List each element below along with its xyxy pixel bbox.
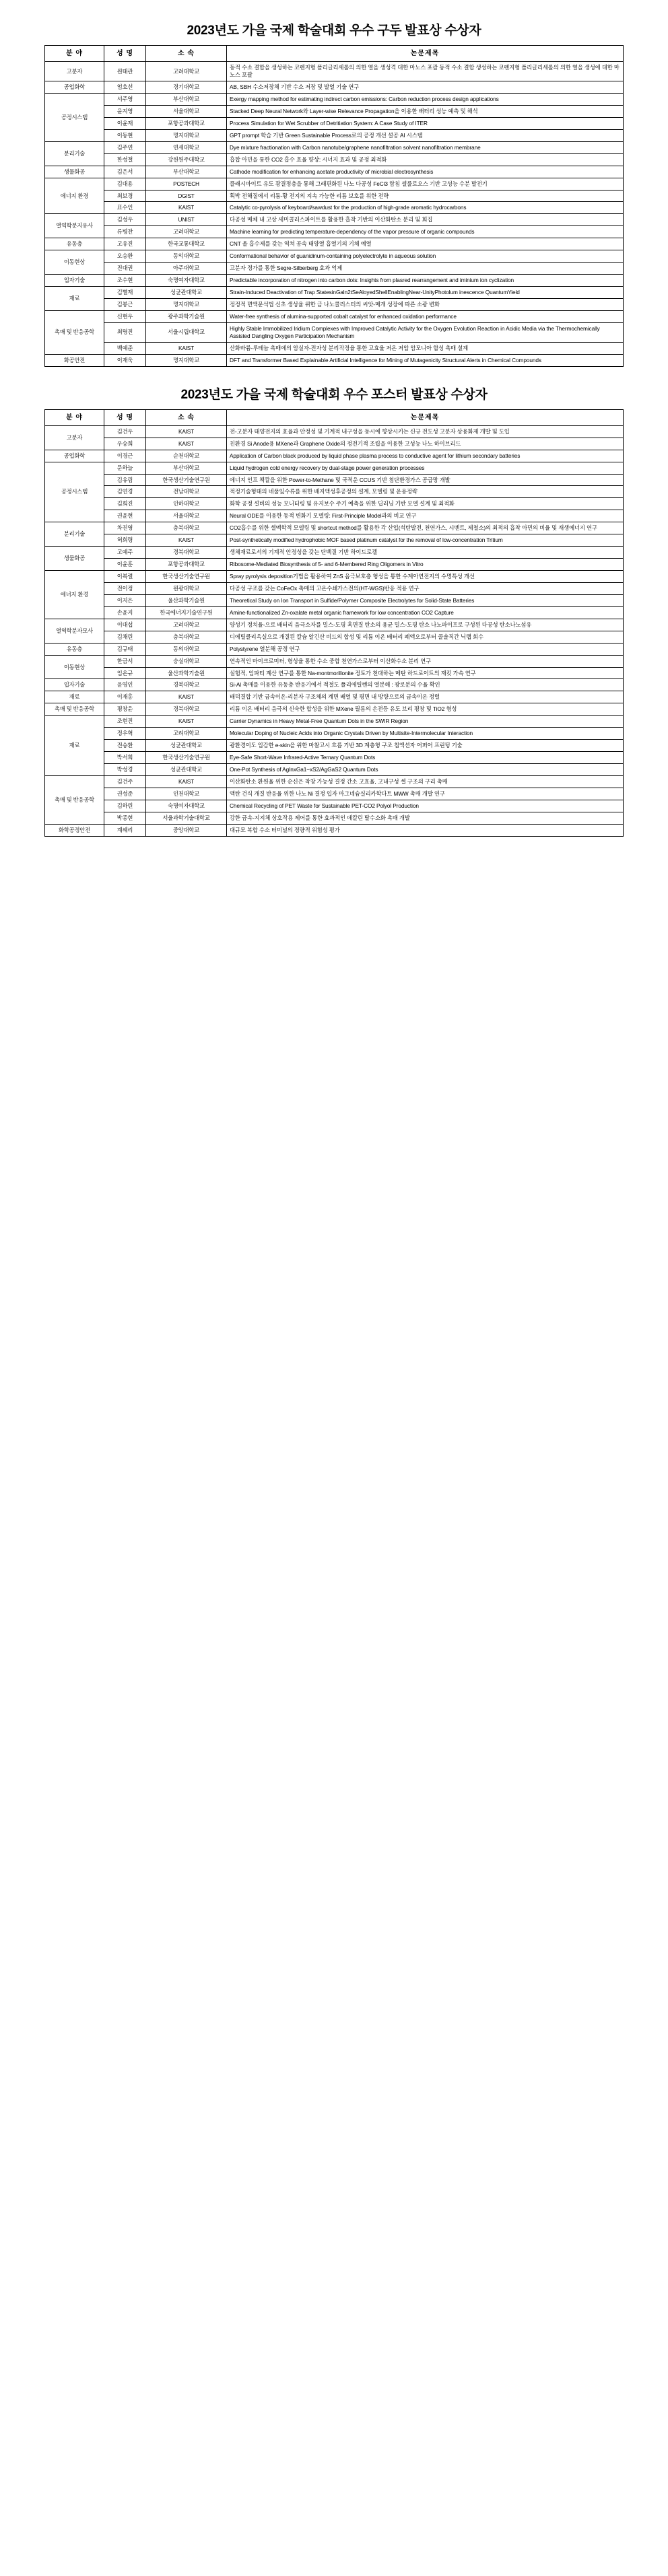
cell-affiliation: 명지대학교 — [146, 298, 227, 310]
cell-field: 유동층 — [45, 238, 104, 250]
cell-paper-title: 동적 수소 결합을 생성하는 코펜지형 폴리글리세롤의 의한 열을 생성격 대한 마노스 포괄 동적 수소 결합 생성하는 코펜지형 폴리글리세롤의 의한 열을 생성에 대한 마노스 포괄 — [227, 62, 624, 81]
cell-paper-title: Theoretical Study on Ion Transport in Sulfide/Polymer Composite Electrolytes for Solid-State Batteries — [227, 594, 624, 606]
cell-name: 이재욱 — [104, 354, 146, 366]
table-row — [45, 298, 624, 310]
section-title-oral: 2023년도 가을 국제 학술대회 우수 구두 발표상 수상자 — [187, 24, 481, 38]
cell-paper-title: 화학 공정 설비의 성능 모니터링 및 유지보수 주기 예측을 위한 딥러닝 기반 모델 설계 및 최적화 — [227, 498, 624, 510]
table-row — [45, 740, 624, 752]
cell-paper-title: Process Simulation for Wet Scrubber of Detritiation System: A Case Study of ITER — [227, 117, 624, 129]
table-row — [45, 105, 624, 117]
table-row — [45, 800, 624, 812]
cell-paper-title: Water-free synthesis of alumina-supported cobalt catalyst for enhanced oxidation performance — [227, 310, 624, 322]
cell-paper-title: 정정적 면액문석법 신초 생성율 위한 금 나노콜러스터의 씨앗-매개 성장에 따른 소광 변화 — [227, 298, 624, 310]
cell-name: 김하린 — [104, 800, 146, 812]
cell-name: 이지은 — [104, 594, 146, 606]
table-row — [45, 752, 624, 764]
table-row — [45, 559, 624, 571]
cell-field: 열역학분자모사 — [45, 619, 104, 643]
table-row — [45, 679, 624, 691]
cell-name: 김건주 — [104, 775, 146, 788]
cell-name: 신현우 — [104, 310, 146, 322]
table-row — [45, 190, 624, 202]
cell-paper-title: 다공성 구조를 갖는 CoFeOx 촉매의 고온수쇄가스전의(HT-WGS)반응 적용 연구 — [227, 582, 624, 594]
cell-affiliation: KAIST — [146, 425, 227, 438]
cell-paper-title: 배덕결합 기반 금속이온-리분자 구조체의 계면 배열 및 평면 내 방향으로의 금속이온 정렬 — [227, 691, 624, 703]
cell-affiliation: 고려대학교 — [146, 226, 227, 238]
cell-field: 공정시스템 — [45, 94, 104, 142]
cell-paper-title: Highly Stable Immobilized Iridium Complexes with Improved Catalytic Activity for the Oxygen Evolution Reaction in Acidic Media via the Thermochemically Assisted Dangling Oxygen Participation Mechanism — [227, 322, 624, 342]
cell-paper-title: Strain-Induced Deactivation of Trap StatesinGaln2tSeAloyedShellEnablingNear-UnityPhotolum inescence QuantumYield — [227, 287, 624, 299]
table-row — [45, 342, 624, 354]
section-title-poster: 2023년도 가을 국제 학술대회 우수 포스터 발표상 수상자 — [180, 387, 488, 402]
cell-name: 백예준 — [104, 342, 146, 354]
table-row — [45, 594, 624, 606]
table-row — [45, 643, 624, 655]
cell-affiliation: 경기대학교 — [146, 81, 227, 94]
cell-field: 이동현상 — [45, 655, 104, 679]
cell-paper-title: 획박 전해질에서 리튬-황 전지의 지속 가능한 리튬 보호를 위한 전략 — [227, 190, 624, 202]
cell-paper-title: 친환경 Si Anode용 MXene과 Graphene Oxide의 정전기적 조립을 이용한 고성능 나노 하이브리드 — [227, 438, 624, 450]
table-row — [45, 202, 624, 214]
table-row — [45, 226, 624, 238]
cell-paper-title: Stacked Deep Neural Network와 Layer-wise Relevance Propagation을 이용한 배터리 성능 예측 및 해석 — [227, 105, 624, 117]
cell-name: 원태관 — [104, 62, 146, 81]
table-row — [45, 129, 624, 141]
table-row — [45, 322, 624, 342]
table-header-row — [45, 46, 624, 62]
cell-paper-title: 에너지 인프 책깔을 위한 Power-to-Methane 및 국적운 CCUS 기반 첨단환경가스 공급망 개발 — [227, 474, 624, 486]
cell-paper-title: Exergy mapping method for estimating indirect carbon emissions: Carbon reduction process design applications — [227, 94, 624, 106]
column-header-paper-title: 논문제목 — [227, 46, 624, 62]
column-header-field: 분 야 — [45, 46, 104, 62]
table-row — [45, 263, 624, 275]
cell-name: 이윤재 — [104, 117, 146, 129]
table-row — [45, 62, 624, 81]
cell-name: 윤영인 — [104, 679, 146, 691]
cell-paper-title: 광환경이도 입감한 e-skin을 위한 마찰고시 흐름 기반 3D 계층형 구조 칩액션자 어퍼어 프린팅 기술 — [227, 740, 624, 752]
table-row — [45, 716, 624, 728]
cell-paper-title: Dye mixture fractionation with Carbon nanotube/graphene nanofiltration solvent nanofiltration membrane — [227, 141, 624, 153]
cell-name: 고예주 — [104, 547, 146, 559]
cell-affiliation: UNIST — [146, 214, 227, 226]
cell-name: 표수인 — [104, 202, 146, 214]
table-row — [45, 510, 624, 522]
cell-name: 윤지영 — [104, 105, 146, 117]
cell-name: 이윤훈 — [104, 559, 146, 571]
cell-name: 최명진 — [104, 322, 146, 342]
table-row — [45, 462, 624, 474]
cell-paper-title: 고분자 정가를 통한 Segre-Silberberg 효과 억제 — [227, 263, 624, 275]
cell-field: 화공안전 — [45, 354, 104, 366]
cell-field: 공업화학 — [45, 81, 104, 94]
cell-name: 조수현 — [104, 275, 146, 287]
cell-paper-title: 액탄 건식 개질 반응율 위한 나노 Ni 결정 입자 마그네슘실리카학다트 MWW 촉매 개발 연구 — [227, 788, 624, 800]
cell-name: 김유림 — [104, 474, 146, 486]
cell-name: 김별재 — [104, 287, 146, 299]
cell-affiliation: 전남대학교 — [146, 486, 227, 498]
cell-field: 이동현상 — [45, 250, 104, 275]
table-row — [45, 534, 624, 547]
cell-affiliation: 충북대학교 — [146, 522, 227, 534]
cell-affiliation: 아주대학교 — [146, 263, 227, 275]
cell-name: 권윤현 — [104, 510, 146, 522]
cell-name: 한성철 — [104, 153, 146, 166]
cell-affiliation: 포항공과대학교 — [146, 117, 227, 129]
cell-affiliation: 인천대학교 — [146, 788, 227, 800]
table-row — [45, 691, 624, 703]
table-row — [45, 619, 624, 631]
cell-affiliation: 한국생산기술연구원 — [146, 571, 227, 583]
cell-name: 오승환 — [104, 250, 146, 263]
cell-field: 공정시스템 — [45, 462, 104, 522]
cell-paper-title: 실험적, 임파티 계산 연구를 통한 Na-montmorillonite 정토가 천대하는 메탄 하드로이트의 재킷 가속 연구 — [227, 667, 624, 679]
table-row — [45, 81, 624, 94]
cell-affiliation: 울산과학기술원 — [146, 594, 227, 606]
cell-field: 에너지 환경 — [45, 571, 104, 619]
cell-paper-title: 산화바륨-루테늄 촉매에의 암실자-전자성 분리작정율 통한 고효율 저온 저압 암모니아 합성 촉매 설계 — [227, 342, 624, 354]
table-row — [45, 166, 624, 178]
cell-field: 고분자 — [45, 62, 104, 81]
table-row — [45, 275, 624, 287]
cell-affiliation: 성균관대학교 — [146, 764, 227, 776]
table-row — [45, 522, 624, 534]
cell-paper-title: Cathode modification for enhancing acetate productivity of microbial electrosynthesis — [227, 166, 624, 178]
cell-name: 계혜리 — [104, 824, 146, 836]
cell-paper-title: Si-Al 촉매를 이용한 유동층 반응기에서 적절도 폴리에틸렌의 열분해 : 광로분의 수율 확인 — [227, 679, 624, 691]
cell-paper-title: 생체재료로서의 기계적 안정성을 갖는 단백질 기반 하이드로겔 — [227, 547, 624, 559]
cell-field: 촉매 및 반응공학 — [45, 703, 104, 716]
cell-field: 분리기술 — [45, 522, 104, 547]
cell-affiliation: KAIST — [146, 342, 227, 354]
cell-paper-title: 연속적인 마이크로미터, 형성율 통한 수소 중합 천연가스로부터 이산화수소 분리 연구 — [227, 655, 624, 667]
cell-name: 평창윤 — [104, 703, 146, 716]
cell-paper-title: Machine learning for predicting temperature-dependency of the vapor pressure of organic compounds — [227, 226, 624, 238]
cell-name: 김연경 — [104, 486, 146, 498]
cell-name: 임온규 — [104, 667, 146, 679]
cell-name: 손윤지 — [104, 606, 146, 619]
cell-affiliation: 인하대학교 — [146, 498, 227, 510]
cell-paper-title: Ribosome-Mediated Biosynthesis of 5- and 6-Membered Ring Oligomers in Vitro — [227, 559, 624, 571]
cell-affiliation: KAIST — [146, 691, 227, 703]
table-row — [45, 775, 624, 788]
table-row — [45, 94, 624, 106]
table-row — [45, 582, 624, 594]
cell-affiliation: 서울과학기술대학교 — [146, 812, 227, 824]
cell-name: 한금서 — [104, 655, 146, 667]
cell-paper-title: 플래시마이트 유도 광결정층을 통해 그래핀화된 나노 다공성 FeCl3 함침 셀룰로오스 기반 고성능 수분 발전기 — [227, 178, 624, 190]
column-header-field: 분 야 — [45, 409, 104, 425]
cell-affiliation: 한국생산기술연구원 — [146, 474, 227, 486]
cell-field: 재료 — [45, 691, 104, 703]
cell-paper-title: CNT 올 흡수제를 갖는 역쳐 공속 태양열 흡열기의 기체 예열 — [227, 238, 624, 250]
cell-affiliation: 중앙대학교 — [146, 824, 227, 836]
cell-name: 진대권 — [104, 263, 146, 275]
table-row — [45, 250, 624, 263]
cell-paper-title: 대규모 복합 수소 터미널의 정량적 위험성 평가 — [227, 824, 624, 836]
cell-field: 입자기술 — [45, 275, 104, 287]
table-row — [45, 655, 624, 667]
cell-affiliation: 성균관대학교 — [146, 287, 227, 299]
cell-name: 박서희 — [104, 752, 146, 764]
table-row — [45, 153, 624, 166]
cell-field: 열역학분지유사 — [45, 214, 104, 238]
table-row — [45, 728, 624, 740]
cell-paper-title: AB, SBH 수소저장체 기반 수소 저장 및 발열 기술 연구 — [227, 81, 624, 94]
cell-name: 정우혁 — [104, 728, 146, 740]
cell-name: 김건우 — [104, 425, 146, 438]
cell-name: 권성준 — [104, 788, 146, 800]
cell-paper-title: 양성기 정치율-으로 배터리 음극소자를 밀스-도핑 혹면질 탄소의 용균 밀스-도핑 탄소 나노파이프로 구성된 다공성 탄소나노섬유 — [227, 619, 624, 631]
cell-field: 촉매 및 반응공학 — [45, 775, 104, 824]
cell-affiliation: 한국교통대학교 — [146, 238, 227, 250]
cell-name: 김봉근 — [104, 298, 146, 310]
table-row — [45, 214, 624, 226]
cell-field: 촉매 및 반응공학 — [45, 310, 104, 354]
cell-affiliation: 경북대학교 — [146, 547, 227, 559]
cell-paper-title: 디에틸클리옥실으로 개질된 칼슘 알긴산 비드의 합성 및 리튬 이온 배터리 폐액오로부터 콜솔직간 닉랩 회수 — [227, 631, 624, 643]
cell-field: 분리기술 — [45, 141, 104, 166]
column-header-affiliation: 소 속 — [146, 46, 227, 62]
cell-paper-title: Conformational behavior of guanidinum-containing polyelectrolyte in aqueous solution — [227, 250, 624, 263]
cell-affiliation: 숙명여자대학교 — [146, 275, 227, 287]
cell-affiliation: 포항공과대학교 — [146, 559, 227, 571]
cell-paper-title: Predictable incorporation of nitrogen into carbon dots: Insights from plasred rearrangement and iminium ion cyclization — [227, 275, 624, 287]
award-table-poster — [44, 409, 624, 837]
cell-paper-title: Liquid hydrogen cold energy recovery by dual-stage power generation processes — [227, 462, 624, 474]
cell-affiliation: 부산대학교 — [146, 166, 227, 178]
award-section-poster — [44, 384, 624, 837]
cell-affiliation: 경북대학교 — [146, 679, 227, 691]
cell-paper-title: 이산화탄소 환원율 위한 순신은 착창 가능성 결정 간소 고효율, 고내구성 셀 구조의 구리 촉매 — [227, 775, 624, 788]
cell-affiliation: 숭실대학교 — [146, 655, 227, 667]
cell-name: 이재홍 — [104, 691, 146, 703]
table-row — [45, 631, 624, 643]
cell-affiliation: KAIST — [146, 438, 227, 450]
table-row — [45, 812, 624, 824]
cell-paper-title: Amine-functionalized Zn-oxalate metal organic framework for low concentration CO2 Capture — [227, 606, 624, 619]
table-row — [45, 425, 624, 438]
cell-paper-title: DFT and Transformer Based Explainable Artificial Intelligence for Mining of Mutagenicity Structural Alerts in Chemical Compounds — [227, 354, 624, 366]
cell-affiliation: KAIST — [146, 534, 227, 547]
cell-affiliation: 서울대학교 — [146, 510, 227, 522]
cell-field: 화학공정안전 — [45, 824, 104, 836]
cell-field: 생물화공 — [45, 547, 104, 571]
cell-name: 류병찬 — [104, 226, 146, 238]
cell-paper-title: 적정기술형태의 네풀잎수류를 위한 배지액성후공정의 설계, 모델링 및 운용정략 — [227, 486, 624, 498]
award-section-oral — [44, 20, 624, 367]
table-row — [45, 606, 624, 619]
table-header-row — [45, 409, 624, 425]
cell-affiliation: 서울대학교 — [146, 105, 227, 117]
cell-paper-title: Neural ODE를 이용한 동적 변화기 모델링: First-Principle Model과의 비교 연구 — [227, 510, 624, 522]
cell-affiliation: 서울시립대학교 — [146, 322, 227, 342]
cell-affiliation: 강원원주대학교 — [146, 153, 227, 166]
cell-field: 입자기술 — [45, 679, 104, 691]
table-row — [45, 667, 624, 679]
column-header-name: 성 명 — [104, 46, 146, 62]
cell-name: 김주연 — [104, 141, 146, 153]
cell-affiliation: 고려대학교 — [146, 62, 227, 81]
column-header-paper-title: 논문제목 — [227, 409, 624, 425]
cell-name: 전이정 — [104, 582, 146, 594]
cell-paper-title: Application of Carbon black produced by liquid phase plasma process to conductive agent for lithium secondary batteries — [227, 450, 624, 462]
table-row — [45, 438, 624, 450]
cell-affiliation: 한국에너지기술연구원 — [146, 606, 227, 619]
cell-name: 서주영 — [104, 94, 146, 106]
cell-name: 엄호선 — [104, 81, 146, 94]
document-page — [0, 0, 668, 861]
cell-name: 조현진 — [104, 716, 146, 728]
table-row — [45, 788, 624, 800]
table-row — [45, 450, 624, 462]
cell-name: 김성우 — [104, 214, 146, 226]
cell-affiliation: 부산대학교 — [146, 462, 227, 474]
cell-affiliation: 원광대학교 — [146, 582, 227, 594]
award-table-oral — [44, 45, 624, 367]
cell-affiliation: DGIST — [146, 190, 227, 202]
cell-affiliation: KAIST — [146, 202, 227, 214]
cell-field: 고분자 — [45, 425, 104, 450]
table-row — [45, 117, 624, 129]
cell-name: 전승환 — [104, 740, 146, 752]
cell-name: 고유진 — [104, 238, 146, 250]
table-row — [45, 238, 624, 250]
cell-paper-title: Carrier Dynamics in Heavy Metal-Free Quantum Dots in the SWIR Region — [227, 716, 624, 728]
cell-paper-title: Chemical Recycling of PET Waste for Sustainable PET-CO2 Polyol Production — [227, 800, 624, 812]
cell-name: 박종현 — [104, 812, 146, 824]
cell-name: 김희진 — [104, 498, 146, 510]
cell-affiliation: 연세대학교 — [146, 141, 227, 153]
cell-affiliation: KAIST — [146, 716, 227, 728]
cell-name: 최보경 — [104, 190, 146, 202]
table-row — [45, 571, 624, 583]
cell-paper-title: Catalytic co-pyrolysis of keyboard/sawdust for the production of high-grade aromatic hydrocarbons — [227, 202, 624, 214]
cell-paper-title: GPT prompt 학습 기반 Green Sustainable Process로의 공정 개선 설공 AI 시스템 — [227, 129, 624, 141]
cell-affiliation: 동의대학교 — [146, 643, 227, 655]
table-row — [45, 141, 624, 153]
column-header-name: 성 명 — [104, 409, 146, 425]
cell-name: 박성경 — [104, 764, 146, 776]
cell-name: 이복렬 — [104, 571, 146, 583]
table-row — [45, 287, 624, 299]
table-row — [45, 547, 624, 559]
cell-name: 우승희 — [104, 438, 146, 450]
cell-affiliation: KAIST — [146, 775, 227, 788]
table-row — [45, 474, 624, 486]
cell-affiliation: 한국생산기술연구원 — [146, 752, 227, 764]
cell-name: 김은서 — [104, 166, 146, 178]
cell-field: 유동층 — [45, 643, 104, 655]
table-row — [45, 703, 624, 716]
cell-paper-title: 강한 금속-지지체 상호작용 제어를 통한 효과적인 데칼린 탈수소화 촉매 개발 — [227, 812, 624, 824]
cell-name: 김채린 — [104, 631, 146, 643]
cell-field: 생물화공 — [45, 166, 104, 178]
cell-affiliation: 명지대학교 — [146, 129, 227, 141]
cell-affiliation: 광주과학기술원 — [146, 310, 227, 322]
cell-affiliation: 경북대학교 — [146, 703, 227, 716]
cell-name: 김대용 — [104, 178, 146, 190]
cell-field: 에너지 환경 — [45, 178, 104, 214]
cell-name: 이동현 — [104, 129, 146, 141]
cell-affiliation: POSTECH — [146, 178, 227, 190]
cell-paper-title: Post-synthetically modified hydrophobic MOF based platinum catalyst for the removal of low-concentration Tritium — [227, 534, 624, 547]
cell-paper-title: 흡합 아민을 통한 CO2 흡수 효율 향상: 시너지 효과 및 공정 최적화 — [227, 153, 624, 166]
cell-affiliation: 충북대학교 — [146, 631, 227, 643]
cell-affiliation: 성균관대학교 — [146, 740, 227, 752]
table-row — [45, 178, 624, 190]
cell-affiliation: 숙명여자대학교 — [146, 800, 227, 812]
cell-field: 재료 — [45, 716, 104, 776]
column-header-affiliation: 소 속 — [146, 409, 227, 425]
cell-affiliation: 동익대학교 — [146, 250, 227, 263]
cell-affiliation: 울산과학기술원 — [146, 667, 227, 679]
table-row — [45, 824, 624, 836]
cell-name: 차진영 — [104, 522, 146, 534]
cell-name: 김규태 — [104, 643, 146, 655]
table-row — [45, 310, 624, 322]
cell-affiliation: 고려대학교 — [146, 619, 227, 631]
cell-paper-title: Polystyrene 열분해 공정 연구 — [227, 643, 624, 655]
cell-paper-title: Spray pyrolysis deposition기법을 활용하여 ZnS 음극보호층 형성을 통한 수계아연전지의 수명특성 개선 — [227, 571, 624, 583]
table-row — [45, 764, 624, 776]
cell-paper-title: Eye-Safe Short-Wave Infrared-Active Ternary Quantum Dots — [227, 752, 624, 764]
table-row — [45, 486, 624, 498]
table-row — [45, 354, 624, 366]
cell-name: 문하늘 — [104, 462, 146, 474]
cell-paper-title: CO2흡수를 위한 셀멕학적 모델링 및 shortcut method를 활용한 각 산업(석탄발전, 천연가스, 시멘트, 제철소)의 최적의 흡착 아민의 비율 및 재생에너지 연구 — [227, 522, 624, 534]
cell-affiliation: 부산대학교 — [146, 94, 227, 106]
cell-affiliation: 순천대학교 — [146, 450, 227, 462]
cell-paper-title: One-Pot Synthesis of AgInxGa1−xS2/AgGaS2 Quantum Dots — [227, 764, 624, 776]
cell-name: 이대섭 — [104, 619, 146, 631]
cell-paper-title: 리튬 이온 배터리 음극의 신숙한 합성을 위한 MXene 필름의 손전등 유도 브리 평창 및 TiO2 형성 — [227, 703, 624, 716]
cell-affiliation: 고려대학교 — [146, 728, 227, 740]
cell-paper-title: 다공성 매체 내 고상 세미콜러스파이트를 활용한 흡착 기반의 이산화탄소 분리 및 회집 — [227, 214, 624, 226]
cell-paper-title: 전-고분자 태양전지의 효율과 안정성 및 기계적 내구성을 동시에 향상시키는 신규 전도성 고분자 상용화제 개발 및 도입 — [227, 425, 624, 438]
cell-paper-title: Molecular Doping of Nucleic Acids into Organic Crystals Driven by Multisite-Intermolecular Interaction — [227, 728, 624, 740]
cell-affiliation: 명지대학교 — [146, 354, 227, 366]
cell-field: 재료 — [45, 287, 104, 311]
cell-field: 공업화학 — [45, 450, 104, 462]
cell-name: 이경근 — [104, 450, 146, 462]
table-row — [45, 498, 624, 510]
cell-name: 허희령 — [104, 534, 146, 547]
